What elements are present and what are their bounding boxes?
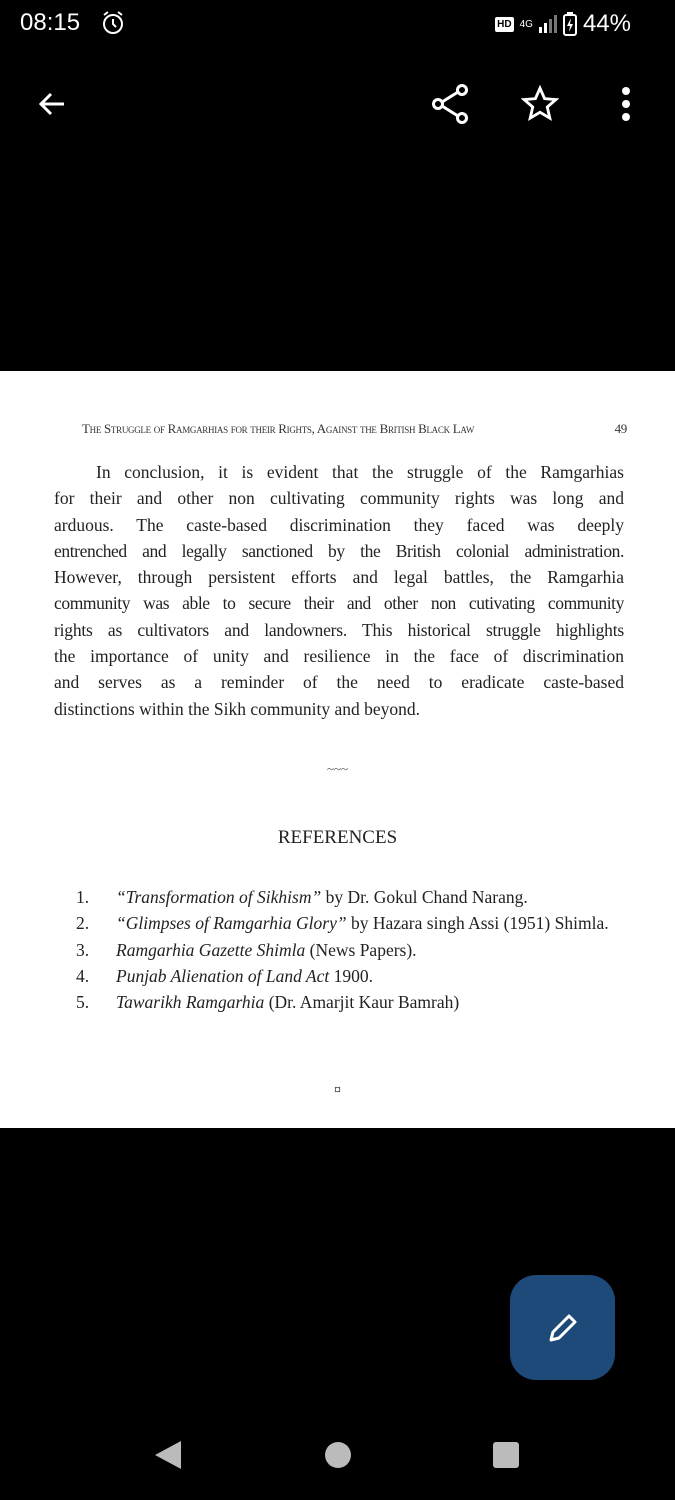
nav-back-button[interactable] <box>138 1425 198 1485</box>
reference-title: Tawarikh Ramgarhia <box>116 992 265 1013</box>
share-button[interactable] <box>428 82 472 126</box>
end-mark: ¤ <box>334 1083 341 1098</box>
document-page[interactable] <box>0 371 675 1128</box>
circle-home-icon <box>324 1441 352 1469</box>
more-options-button[interactable] <box>604 82 648 126</box>
reference-number: 3. <box>76 939 90 960</box>
share-icon <box>430 82 470 126</box>
battery-charging-icon <box>563 12 577 36</box>
running-head <box>82 421 627 437</box>
reference-title: Punjab Alienation of Land Act <box>116 965 330 986</box>
more-vert-icon <box>621 86 631 122</box>
reference-item <box>76 937 626 963</box>
running-head-title: The Struggle of Ramgarhias for their Rights, Against the British Black Law <box>82 421 475 436</box>
paragraph-line: community was able to secure their and other non cutivating community <box>54 593 624 614</box>
reference-item <box>76 989 626 1015</box>
page-number: 49 <box>614 421 627 436</box>
reference-detail: 1900. <box>329 965 373 986</box>
reference-item <box>76 910 626 936</box>
reference-number: 2. <box>76 913 90 934</box>
paragraph-line: In conclusion, it is evident that the struggle of the Ramgarhias <box>96 462 624 482</box>
paragraph-line: entrenched and legally sanctioned by the British colonial administration. <box>54 540 624 561</box>
reference-title: “Transformation of Sikhism” <box>116 887 322 907</box>
references-heading: REFERENCES <box>277 827 398 848</box>
paragraph-line: and serves as a reminder of the need to eradicate caste-based <box>54 672 624 693</box>
alarm-icon <box>100 10 126 36</box>
reference-item <box>76 963 626 989</box>
conclusion-paragraph <box>54 459 624 722</box>
arrow-left-icon <box>36 88 68 120</box>
reference-detail: (Dr. Amarjit Kaur Bamrah) <box>264 992 460 1013</box>
bookmark-star-button[interactable] <box>518 82 562 126</box>
reference-number: 1. <box>76 887 90 907</box>
nav-home-button[interactable] <box>308 1425 368 1485</box>
hd-icon: HD <box>497 18 512 30</box>
square-recents-icon <box>492 1441 520 1469</box>
reference-detail: by Hazara singh Assi (1951) Shimla. <box>346 913 609 934</box>
nav-recents-button[interactable] <box>476 1425 536 1485</box>
reference-detail: by Dr. Gokul Chand Narang. <box>321 887 528 907</box>
reference-title: Ramgarhia Gazette Shimla <box>116 939 306 960</box>
paragraph-line: distinctions within the Sikh community and beyond. <box>54 698 421 719</box>
status-bar <box>0 0 675 50</box>
reference-item <box>76 884 626 910</box>
battery-percent: 44% <box>582 10 631 37</box>
back-button[interactable] <box>30 82 74 126</box>
references-list <box>76 884 626 1015</box>
paragraph-line: arduous. The caste-based discrimination they faced was deeply <box>54 514 624 535</box>
triangle-back-icon <box>153 1439 183 1471</box>
signal-icon <box>539 15 557 33</box>
network-type: 4G <box>519 18 533 30</box>
paragraph-line: rights as cultivators and landowners. This historical struggle highlights <box>54 619 624 640</box>
paragraph-line: the importance of unity and resilience in the face of discrimination <box>54 646 624 667</box>
edit-fab-button[interactable] <box>510 1275 615 1380</box>
star-icon <box>521 85 559 123</box>
reference-detail: (News Papers). <box>305 939 417 960</box>
reference-number: 4. <box>76 965 90 986</box>
paragraph-line: for their and other non cultivating community rights was long and <box>54 488 624 509</box>
pencil-icon <box>545 1310 581 1346</box>
reference-title: “Glimpses of Ramgarhia Glory” <box>116 913 347 934</box>
reference-number: 5. <box>76 992 90 1013</box>
paragraph-line: However, through persistent efforts and legal battles, the Ramgarhia <box>54 567 624 588</box>
clock: 08:15 <box>20 9 81 36</box>
section-separator: ~~~ <box>326 761 349 776</box>
